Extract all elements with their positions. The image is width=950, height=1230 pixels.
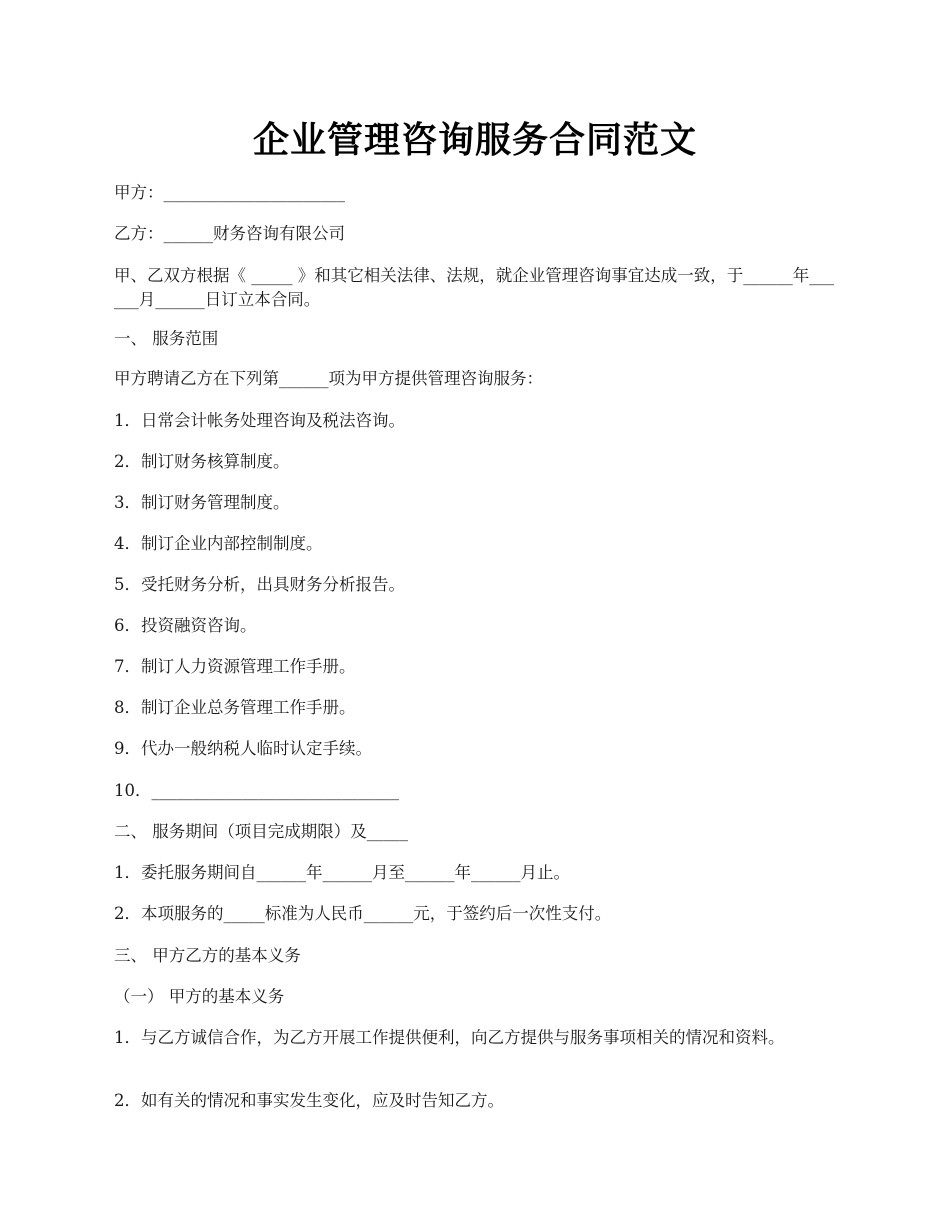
service-item: 10．______________________________ bbox=[114, 781, 399, 800]
service-item: 3．制订财务管理制度。 bbox=[114, 493, 290, 512]
term-item: 2．本项服务的_____标准为人民币______元，于签约后一次性支付。 bbox=[114, 904, 612, 923]
party-b-line: 乙方：______财务咨询有限公司 bbox=[114, 224, 345, 243]
service-item: 7．制订人力资源管理工作手册。 bbox=[114, 657, 356, 676]
obligation-item: 2．如有关的情况和事实发生变化，应及时告知乙方。 bbox=[114, 1091, 504, 1110]
section-1-heading: 一、 服务范围 bbox=[114, 329, 219, 348]
section-1-intro: 甲方聘请乙方在下列第______项为甲方提供管理咨询服务： bbox=[114, 369, 543, 388]
service-item: 2．制订财务核算制度。 bbox=[114, 452, 290, 471]
party-a-line: 甲方：______________________ bbox=[114, 183, 345, 202]
document-title: 企业管理咨询服务合同范文 bbox=[252, 119, 697, 161]
section-3-heading: 三、 甲方乙方的基本义务 bbox=[114, 946, 301, 965]
service-item: 9．代办一般纳税人临时认定手续。 bbox=[114, 739, 372, 758]
term-item: 1．委托服务期间自______年______月至______年______月止。 bbox=[114, 863, 570, 882]
service-item: 8．制订企业总务管理工作手册。 bbox=[114, 698, 356, 717]
service-item: 1．日常会计帐务处理咨询及税法咨询。 bbox=[114, 411, 405, 430]
obligation-item: 1．与乙方诚信合作，为乙方开展工作提供便利，向乙方提供与服务事项相关的情况和资料。 bbox=[114, 1028, 785, 1047]
section-3-subheading: （一） 甲方的基本义务 bbox=[114, 987, 285, 1006]
service-item: 5．受托财务分析，出具财务分析报告。 bbox=[114, 575, 405, 594]
service-item: 4．制订企业内部控制制度。 bbox=[114, 534, 323, 553]
preamble-paragraph: 甲、乙双方根据《 _____ 》和其它相关法律、法规，就企业管理咨询事宜达成一致，于______年______月______日订立本合同。 bbox=[114, 266, 834, 309]
service-item: 6．投资融资咨询。 bbox=[114, 616, 257, 635]
section-2-heading: 二、 服务期间（项目完成期限）及_____ bbox=[114, 822, 408, 841]
